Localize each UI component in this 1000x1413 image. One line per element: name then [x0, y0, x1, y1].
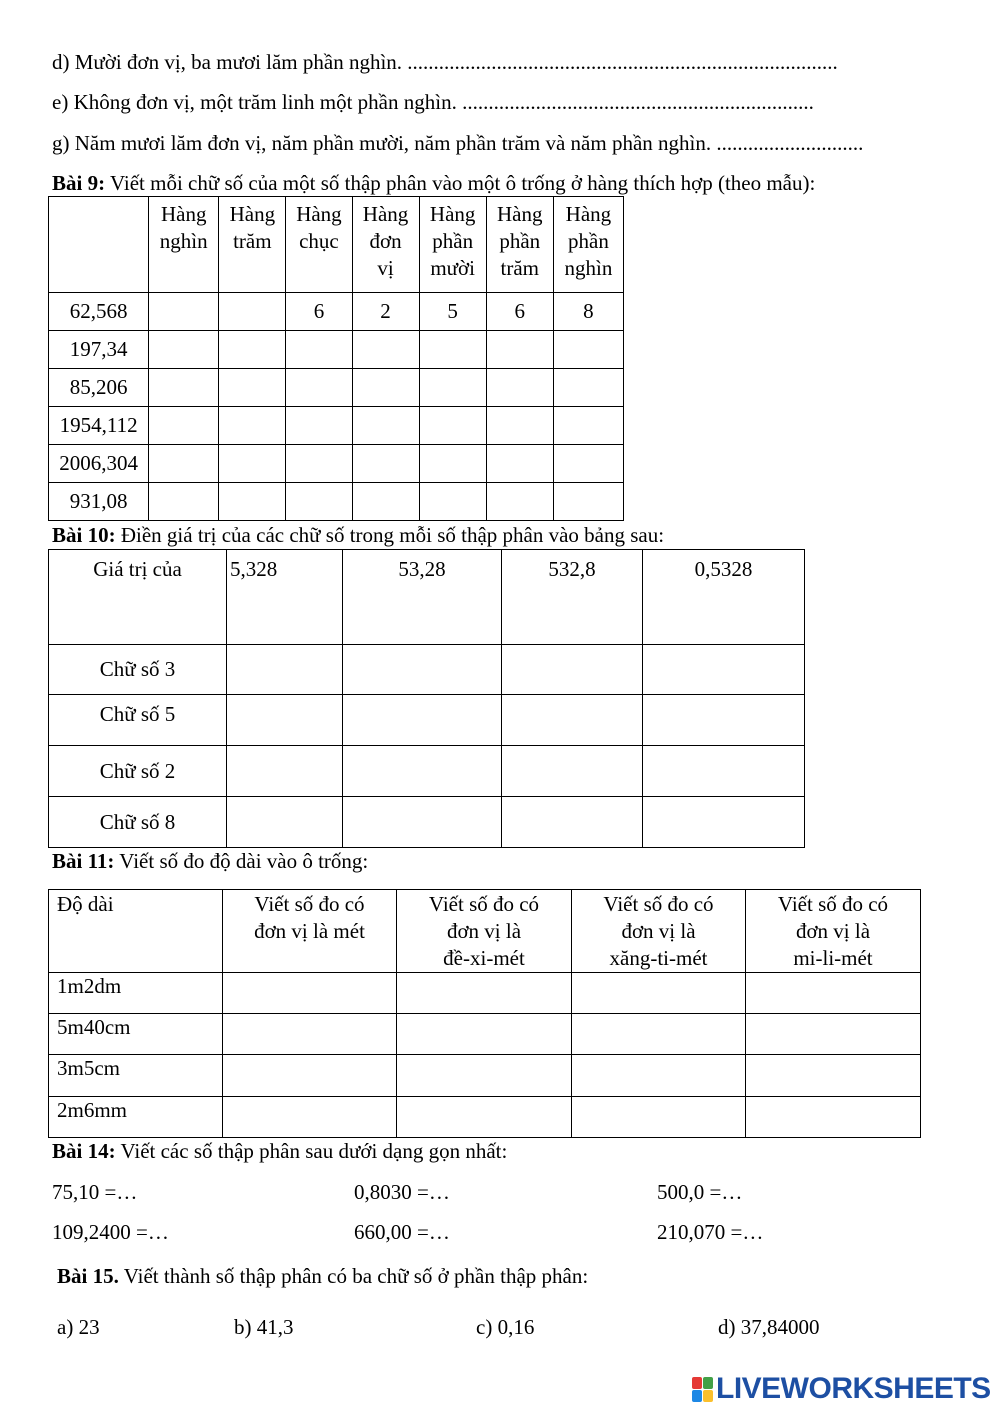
bai10-number-header: 532,8: [502, 550, 643, 645]
bai9-answer-cell[interactable]: [286, 331, 352, 369]
header-line: nghìn: [564, 256, 613, 280]
bai9-sample-cell: 6: [286, 293, 352, 331]
bai10-answer-cell[interactable]: [643, 695, 805, 746]
bai9-answer-cell[interactable]: [286, 407, 352, 445]
bai11-answer-cell[interactable]: [572, 973, 746, 1014]
bai10-answer-cell[interactable]: [643, 645, 805, 695]
bai9-answer-cell[interactable]: [352, 407, 419, 445]
table-row: [49, 973, 921, 1014]
bai10-header-row: [49, 550, 805, 645]
bai9-answer-cell[interactable]: [219, 445, 286, 483]
header-line: chục: [299, 229, 339, 253]
bai9-number-cell: 1954,112: [49, 407, 149, 445]
bai9-answer-cell[interactable]: [352, 331, 419, 369]
bai11-answer-cell[interactable]: [746, 1055, 921, 1097]
header-line: vị: [377, 256, 394, 280]
table-row: [49, 1055, 921, 1097]
bai9-answer-cell[interactable]: [553, 483, 623, 521]
bai10-label: Bài 10:: [52, 523, 116, 547]
bai9-label: Bài 9:: [52, 171, 106, 195]
header-line: mười: [430, 256, 475, 280]
bai14-heading: [52, 1139, 507, 1164]
bai10-digit-label: Chữ số 8: [49, 797, 227, 848]
bai11-answer-cell[interactable]: [223, 1014, 397, 1055]
bai9-answer-cell[interactable]: [149, 369, 219, 407]
bai15-item: c) 0,16: [476, 1315, 535, 1339]
bai9-answer-cell[interactable]: [149, 445, 219, 483]
bai10-text: Điền giá trị của các chữ số trong mỗi số thập phân vào bảng sau:: [115, 523, 665, 547]
bai10-answer-cell[interactable]: [227, 645, 343, 695]
bai10-answer-cell[interactable]: [502, 746, 643, 797]
bai11-answer-cell[interactable]: [572, 1055, 746, 1097]
bai10-answer-cell[interactable]: [502, 797, 643, 848]
header-line: đơn vị là: [795, 919, 871, 943]
table-row: [49, 645, 805, 695]
bai11-answer-cell[interactable]: [572, 1097, 746, 1138]
bai10-answer-cell[interactable]: [227, 695, 343, 746]
bai10-answer-cell[interactable]: [643, 746, 805, 797]
bai14-text: Viết các số thập phân sau dưới dạng gọn nhất:: [115, 1139, 508, 1163]
bai11-header-cell: [746, 890, 921, 973]
bai10-answer-cell[interactable]: [643, 797, 805, 848]
header-line: Hàng: [497, 202, 543, 226]
bai9-sample-cell: 5: [419, 293, 486, 331]
bai11-length-label: 1m2dm: [49, 973, 223, 1014]
bai9-answer-cell[interactable]: [486, 369, 553, 407]
header-line: đơn vị là mét: [254, 919, 365, 943]
header-line: Viết số đo có: [777, 892, 889, 916]
bai11-heading: [52, 849, 368, 874]
bai9-header-cell: [553, 197, 623, 293]
header-line: đơn vị là: [621, 919, 696, 943]
bai11-header-cell: [223, 890, 397, 973]
bai11-corner-cell: Độ dài: [49, 890, 223, 973]
header-line: Viết số đo có: [428, 892, 540, 916]
header-line: đơn: [369, 229, 402, 253]
bai9-answer-cell[interactable]: [149, 331, 219, 369]
header-line: phần: [499, 229, 541, 253]
header-line: mi-li-mét: [793, 946, 873, 970]
bai10-answer-cell[interactable]: [343, 695, 502, 746]
exercise-g-line: g) Năm mươi lăm đơn vị, năm phần mười, năm phần trăm và năm phần nghìn. ............................: [52, 131, 864, 155]
bai9-answer-cell[interactable]: [219, 407, 286, 445]
table-row: [49, 293, 624, 331]
bai9-answer-cell[interactable]: [486, 331, 553, 369]
table-row: [49, 331, 624, 369]
logo-grid-icon: [692, 1375, 714, 1403]
bai11-length-label: 5m40cm: [49, 1014, 223, 1055]
header-line: Hàng: [429, 202, 476, 226]
bai11-length-label: 3m5cm: [49, 1055, 223, 1097]
bai11-answer-cell[interactable]: [223, 973, 397, 1014]
bai10-corner-cell: Giá trị của: [49, 550, 227, 645]
bai9-header-cell: [419, 197, 486, 293]
table-row: [49, 445, 624, 483]
header-line: phần: [568, 229, 609, 253]
bai11-header-cell: [572, 890, 746, 973]
bai14-item: 210,070 =…: [657, 1220, 764, 1244]
bai15-item: d) 37,84000: [718, 1315, 820, 1339]
bai9-header-cell: [149, 197, 219, 293]
bai9-answer-cell[interactable]: [553, 407, 623, 445]
bai9-sample-cell: 8: [553, 293, 623, 331]
bai9-answer-cell[interactable]: [419, 483, 486, 521]
bai11-header-cell: [397, 890, 572, 973]
bai10-number-header: 5,328: [227, 550, 343, 645]
bai10-digit-label: Chữ số 2: [49, 746, 227, 797]
header-line: Hàng: [160, 202, 207, 226]
bai9-answer-cell[interactable]: [352, 483, 419, 521]
bai9-heading: [52, 171, 815, 196]
table-row: [49, 695, 805, 746]
bai9-corner-cell: [49, 197, 149, 293]
bai9-answer-cell[interactable]: [553, 369, 623, 407]
header-line: nghìn: [159, 229, 208, 253]
bai10-table: [48, 549, 805, 848]
bai11-answer-cell[interactable]: [397, 1097, 572, 1138]
bai11-answer-cell[interactable]: [223, 1097, 397, 1138]
table-row: [49, 1014, 921, 1055]
header-line: phần: [432, 229, 474, 253]
header-line: xăng-ti-mét: [609, 946, 708, 970]
header-line: Hàng: [296, 202, 342, 226]
bai10-answer-cell[interactable]: [343, 746, 502, 797]
bai14-label: Bài 14:: [52, 1139, 116, 1163]
bai10-answer-cell[interactable]: [502, 645, 643, 695]
bai9-answer-cell[interactable]: [419, 331, 486, 369]
bai9-text: Viết mỗi chữ số của một số thập phân vào một ô trống ở hàng thích hợp (theo mẫu):: [105, 171, 816, 195]
bai9-header-cell: [486, 197, 553, 293]
bai9-answer-cell[interactable]: [286, 369, 352, 407]
bai15-item: a) 23: [57, 1315, 100, 1339]
bai10-answer-cell[interactable]: [227, 797, 343, 848]
bai15-item: b) 41,3: [234, 1315, 294, 1339]
header-line: đề-xi-mét: [443, 946, 525, 970]
bai10-answer-cell[interactable]: [502, 695, 643, 746]
header-line: trăm: [500, 256, 540, 280]
bai15-label: Bài 15.: [57, 1264, 119, 1288]
bai9-answer-cell[interactable]: [553, 445, 623, 483]
bai11-answer-cell[interactable]: [397, 1014, 572, 1055]
bai10-digit-label: Chữ số 5: [49, 695, 227, 746]
bai14-item: 75,10 =…: [52, 1180, 138, 1204]
bai9-number-cell: 197,34: [49, 331, 149, 369]
bai9-answer-cell[interactable]: [352, 445, 419, 483]
bai9-answer-cell[interactable]: [553, 331, 623, 369]
bai9-answer-cell[interactable]: [219, 369, 286, 407]
bai9-answer-cell[interactable]: [149, 293, 219, 331]
bai9-number-cell: 85,206: [49, 369, 149, 407]
bai9-sample-cell: 6: [486, 293, 553, 331]
bai9-header-cell: [219, 197, 286, 293]
bai10-heading: [52, 523, 664, 548]
bai10-answer-cell[interactable]: [343, 645, 502, 695]
bai9-answer-cell[interactable]: [219, 483, 286, 521]
bai9-header-cell: [286, 197, 352, 293]
bai11-answer-cell[interactable]: [746, 1097, 921, 1138]
bai9-answer-cell[interactable]: [486, 483, 553, 521]
bai11-answer-cell[interactable]: [746, 973, 921, 1014]
bai10-answer-cell[interactable]: [343, 797, 502, 848]
bai9-number-cell: 931,08: [49, 483, 149, 521]
bai9-answer-cell[interactable]: [149, 407, 219, 445]
bai11-table: [48, 889, 921, 1138]
bai11-answer-cell[interactable]: [397, 973, 572, 1014]
bai15-heading: [57, 1264, 588, 1289]
bai9-answer-cell[interactable]: [419, 407, 486, 445]
bai10-number-header: 0,5328: [643, 550, 805, 645]
bai9-table: [48, 196, 624, 521]
bai9-answer-cell[interactable]: [486, 407, 553, 445]
bai9-answer-cell[interactable]: [419, 369, 486, 407]
header-line: Hàng: [229, 202, 276, 226]
table-row: [49, 483, 624, 521]
header-line: Viết số đo có: [603, 892, 714, 916]
logo-text: LIVEWORKSHEETS: [716, 1372, 991, 1405]
liveworksheets-logo: [692, 1372, 991, 1406]
bai11-length-label: 2m6mm: [49, 1097, 223, 1138]
bai11-answer-cell[interactable]: [572, 1014, 746, 1055]
bai9-answer-cell[interactable]: [419, 445, 486, 483]
bai14-item: 500,0 =…: [657, 1180, 743, 1204]
table-row: [49, 369, 624, 407]
bai11-header-row: [49, 890, 921, 973]
bai9-sample-cell: 2: [352, 293, 419, 331]
bai10-digit-label: Chữ số 3: [49, 645, 227, 695]
bai15-text: Viết thành số thập phân có ba chữ số ở phần thập phân:: [118, 1264, 589, 1288]
bai9-number-cell: 2006,304: [49, 445, 149, 483]
bai10-answer-cell[interactable]: [227, 746, 343, 797]
bai14-item: 660,00 =…: [354, 1220, 450, 1244]
bai9-answer-cell[interactable]: [219, 331, 286, 369]
bai9-answer-cell[interactable]: [149, 483, 219, 521]
exercise-e-line: e) Không đơn vị, một trăm linh một phần nghìn. ...................................................................: [52, 90, 814, 114]
table-row: [49, 797, 805, 848]
header-line: Hàng: [565, 202, 612, 226]
bai9-answer-cell[interactable]: [286, 445, 352, 483]
table-row: [49, 1097, 921, 1138]
bai11-label: Bài 11:: [52, 849, 115, 873]
header-line: trăm: [233, 229, 272, 253]
table-row: [49, 407, 624, 445]
bai9-answer-cell[interactable]: [219, 293, 286, 331]
table-row: [49, 746, 805, 797]
bai9-number-cell: 62,568: [49, 293, 149, 331]
bai11-answer-cell[interactable]: [223, 1055, 397, 1097]
header-line: Hàng: [362, 202, 409, 226]
bai9-answer-cell[interactable]: [352, 369, 419, 407]
bai14-item: 109,2400 =…: [52, 1220, 169, 1244]
header-line: đơn vị là: [446, 919, 522, 943]
bai9-header-row: [49, 197, 624, 293]
bai11-answer-cell[interactable]: [746, 1014, 921, 1055]
bai9-header-cell: [352, 197, 419, 293]
bai11-answer-cell[interactable]: [397, 1055, 572, 1097]
header-line: Viết số đo có: [254, 892, 365, 916]
exercise-d-line: d) Mười đơn vị, ba mươi lăm phần nghìn. ..................................................................................: [52, 50, 838, 74]
bai11-text: Viết số đo độ dài vào ô trống:: [114, 849, 369, 873]
bai10-number-header: 53,28: [343, 550, 502, 645]
bai9-answer-cell[interactable]: [486, 445, 553, 483]
bai14-item: 0,8030 =…: [354, 1180, 450, 1204]
bai9-answer-cell[interactable]: [286, 483, 352, 521]
